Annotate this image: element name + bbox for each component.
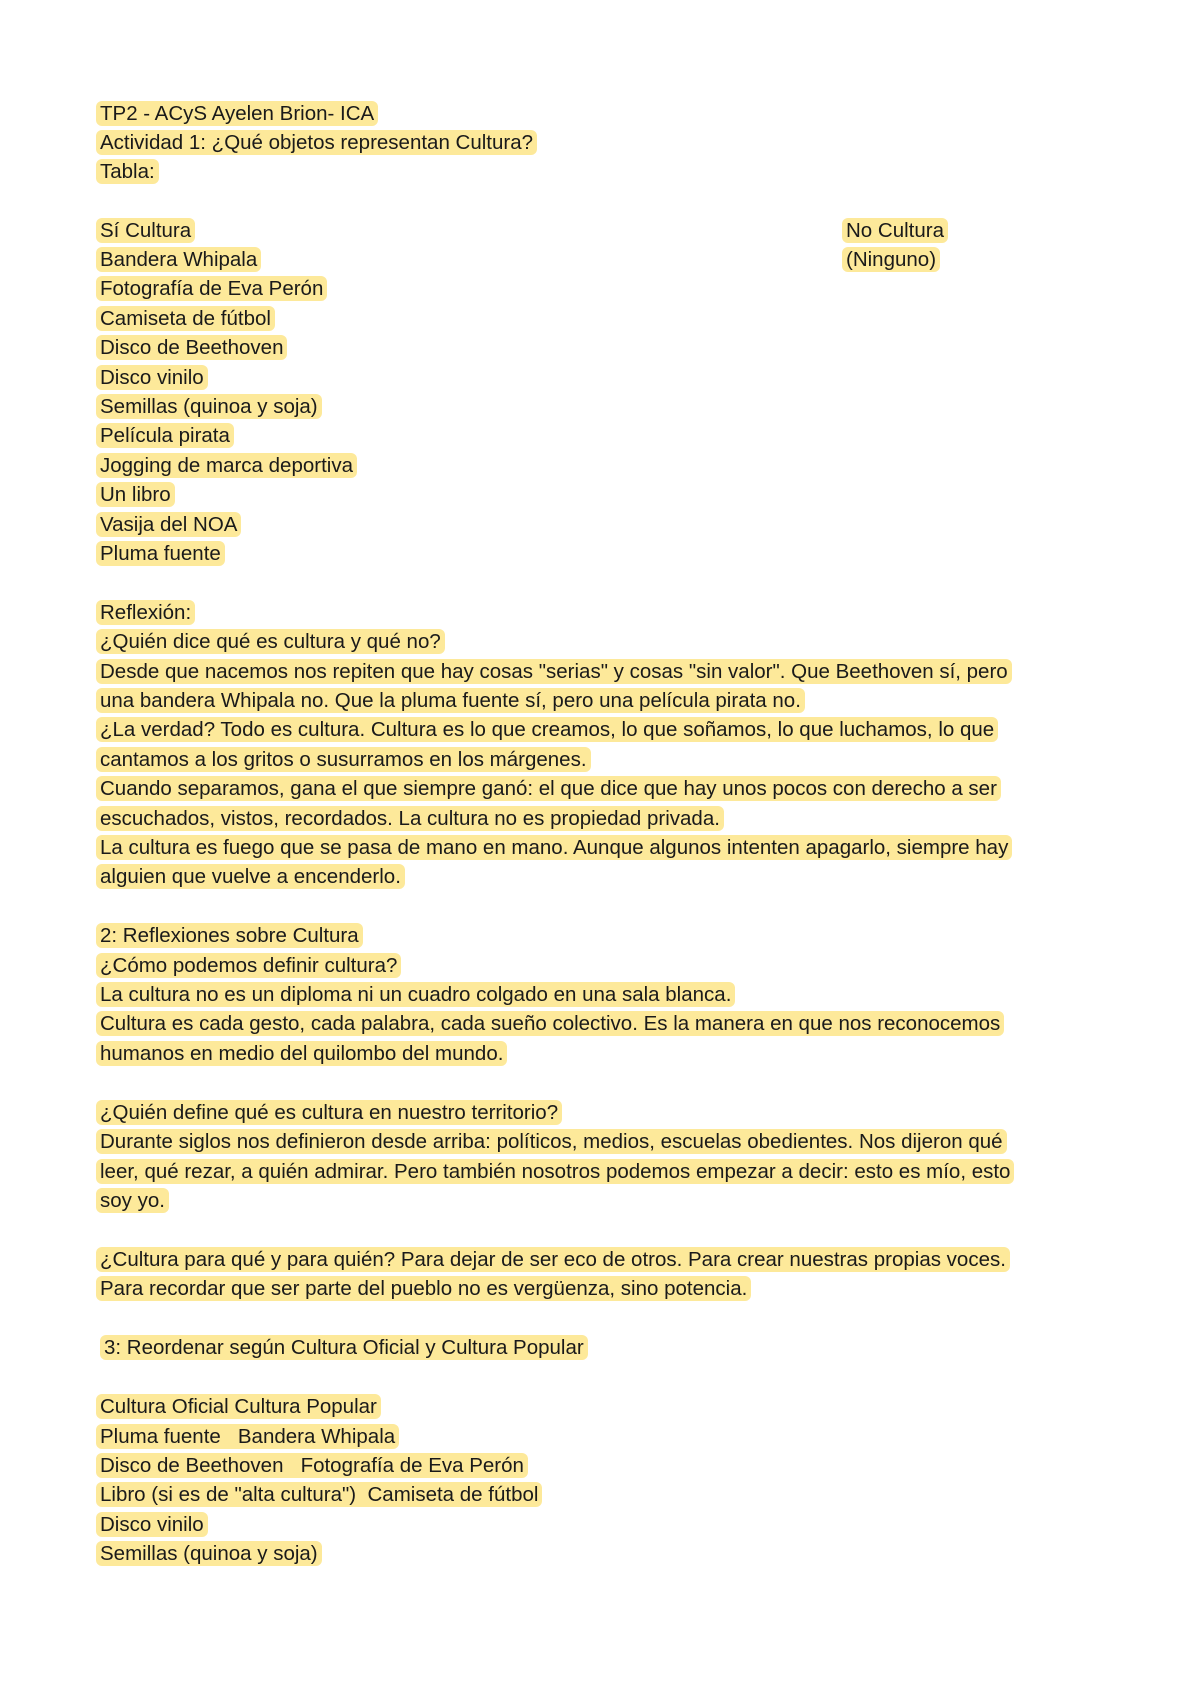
- no-cultura-item: (Ninguno): [842, 246, 940, 273]
- si-cultura-item: Un libro: [96, 481, 175, 508]
- no-cultura-header: No Cultura: [842, 217, 948, 244]
- reflexion-line: Cuando separamos, gana el que siempre ganó: el que dice que hay unos pocos con derecho a ser: [96, 775, 1001, 802]
- si-cultura-item: Pluma fuente: [96, 540, 225, 567]
- si-cultura-item: Fotografía de Eva Perón: [96, 275, 327, 302]
- section-2-question-2: ¿Quién define qué es cultura en nuestro territorio?: [96, 1099, 562, 1126]
- reflexion-line: Desde que nacemos nos repiten que hay cosas "serias" y cosas "sin valor". Que Beethoven sí, pero: [96, 658, 1012, 685]
- section-2-answer-line: Para recordar que ser parte del pueblo no es vergüenza, sino potencia.: [96, 1275, 751, 1302]
- section-2-heading: 2: Reflexiones sobre Cultura: [96, 922, 363, 949]
- si-cultura-item: Bandera Whipala: [96, 246, 261, 273]
- reflexion-question: ¿Quién dice qué es cultura y qué no?: [96, 628, 445, 655]
- section-2-answer-line: Cultura es cada gesto, cada palabra, cada sueño colectivo. Es la manera en que nos reconocemos: [96, 1010, 1004, 1037]
- reflexion-line: La cultura es fuego que se pasa de mano en mano. Aunque algunos intenten apagarlo, siempre hay: [96, 834, 1012, 861]
- section-2-answer-line: soy yo.: [96, 1187, 169, 1214]
- si-cultura-item: Camiseta de fútbol: [96, 305, 275, 332]
- document-title: TP2 - ACyS Ayelen Brion- ICA: [96, 100, 378, 127]
- section-2-answer-line: Durante siglos nos definieron desde arriba: políticos, medios, escuelas obedientes. Nos dijeron qué: [96, 1128, 1007, 1155]
- section-2-answer-line: La cultura no es un diploma ni un cuadro colgado en una sala blanca.: [96, 981, 735, 1008]
- si-cultura-item: Disco de Beethoven: [96, 334, 287, 361]
- si-cultura-header: Sí Cultura: [96, 217, 195, 244]
- reflexion-line: una bandera Whipala no. Que la pluma fuente sí, pero una película pirata no.: [96, 687, 805, 714]
- si-cultura-item: Jogging de marca deportiva: [96, 452, 357, 479]
- section-2-question-1: ¿Cómo podemos definir cultura?: [96, 952, 401, 979]
- section-2-answer-line: leer, qué rezar, a quién admirar. Pero también nosotros podemos empezar a decir: esto es mío, esto: [96, 1158, 1014, 1185]
- reflexion-line: cantamos a los gritos o susurramos en los márgenes.: [96, 746, 591, 773]
- reflexion-line: ¿La verdad? Todo es cultura. Cultura es lo que creamos, lo que soñamos, lo que luchamos, lo que: [96, 716, 998, 743]
- reflexion-line: escuchados, vistos, recordados. La cultura no es propiedad privada.: [96, 805, 724, 832]
- si-cultura-item: Disco vinilo: [96, 364, 208, 391]
- si-cultura-item: Semillas (quinoa y soja): [96, 393, 322, 420]
- section-3-row: Disco vinilo: [96, 1511, 208, 1538]
- section-3-row: Libro (si es de "alta cultura") Camiseta de fútbol: [96, 1481, 542, 1508]
- section-3-row: Disco de Beethoven Fotografía de Eva Perón: [96, 1452, 528, 1479]
- section-3-row: Cultura Oficial Cultura Popular: [96, 1393, 381, 1420]
- section-3-row: Pluma fuente Bandera Whipala: [96, 1423, 399, 1450]
- reflexion-heading: Reflexión:: [96, 599, 195, 626]
- si-cultura-item: Película pirata: [96, 422, 234, 449]
- section-3-heading: 3: Reordenar según Cultura Oficial y Cultura Popular: [100, 1334, 588, 1361]
- activity-1-heading: Actividad 1: ¿Qué objetos representan Cultura?: [96, 129, 537, 156]
- section-3-row: Semillas (quinoa y soja): [96, 1540, 322, 1567]
- si-cultura-item: Vasija del NOA: [96, 511, 241, 538]
- section-2-answer-line: ¿Cultura para qué y para quién? Para dejar de ser eco de otros. Para crear nuestras propias voces.: [96, 1246, 1010, 1273]
- table-label: Tabla:: [96, 158, 159, 185]
- section-2-answer-line: humanos en medio del quilombo del mundo.: [96, 1040, 507, 1067]
- reflexion-line: alguien que vuelve a encenderlo.: [96, 863, 405, 890]
